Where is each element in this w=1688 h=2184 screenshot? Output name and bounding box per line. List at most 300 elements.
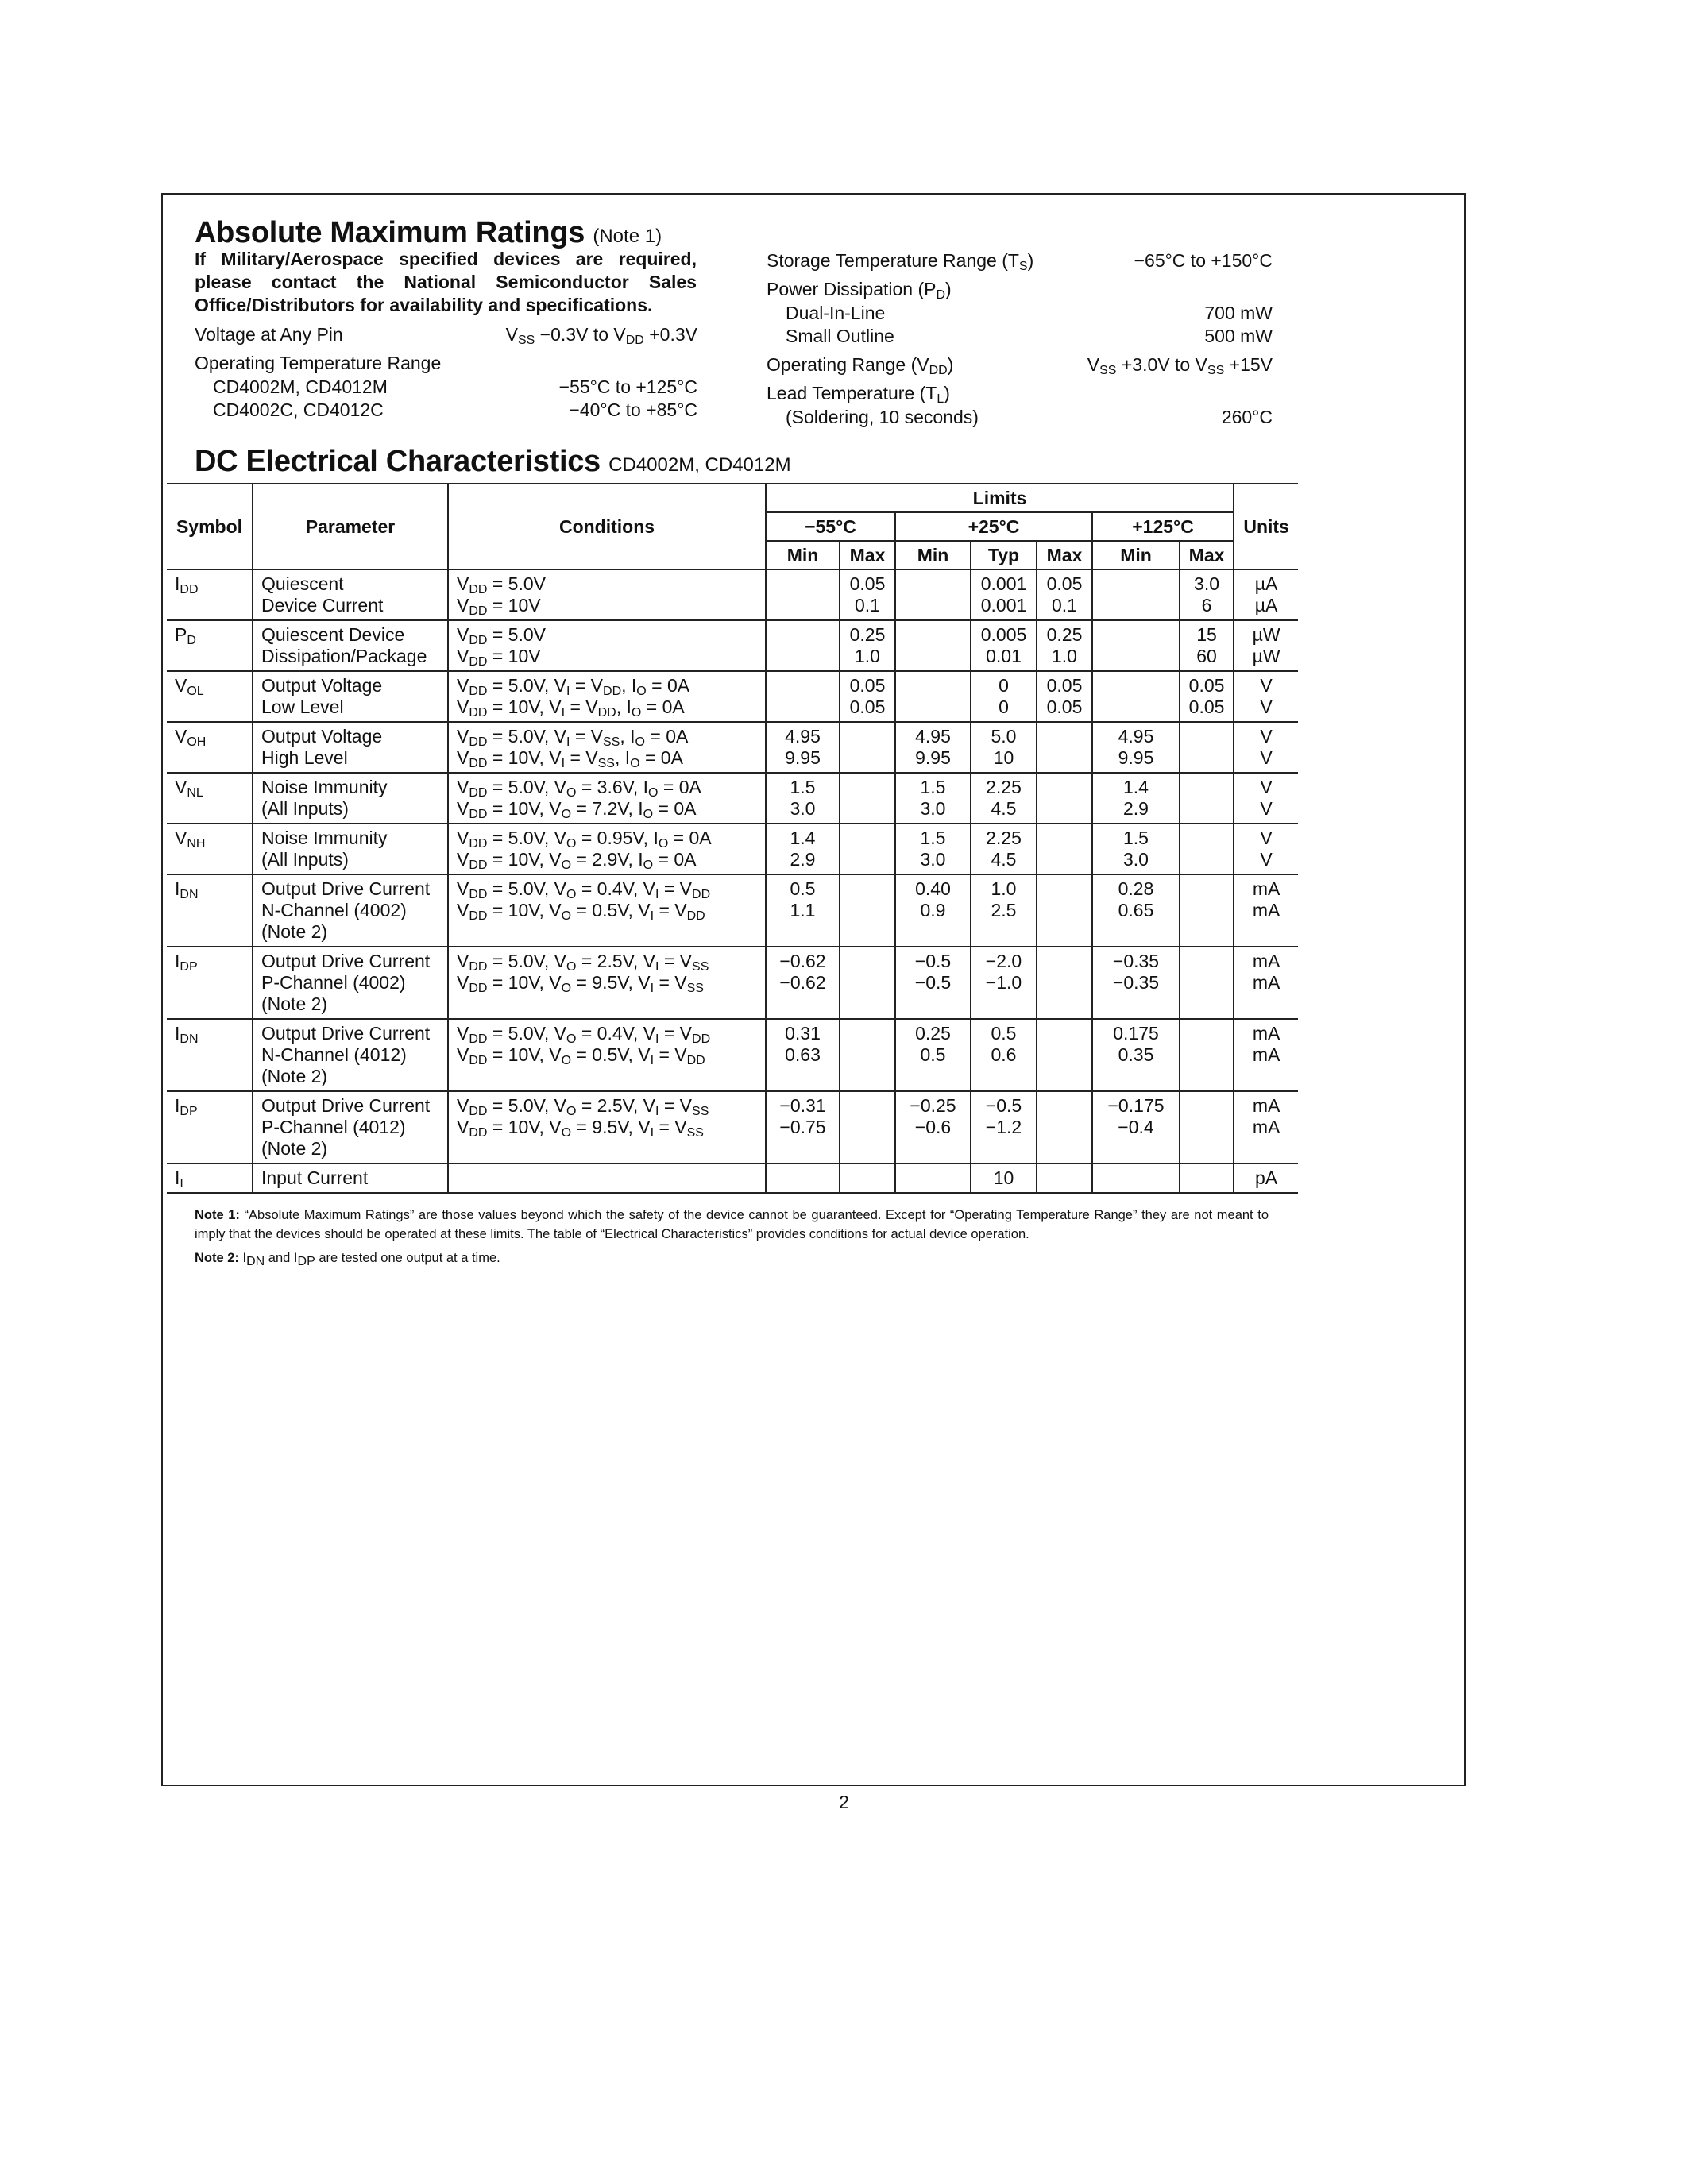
limit-value [1095,675,1177,696]
limit-value: 0.5 [920,1044,946,1065]
limit-value: −2.0 [985,951,1022,971]
limit-value: 0.40 [915,878,951,899]
limit-value: 0.05 [849,696,886,717]
parameter-line: N-Channel (4012) [261,1044,407,1065]
op-temp-label: Operating Temperature Range [195,353,442,373]
limit-cell [840,722,895,773]
limit-cell [1092,874,1180,947]
op-temp-m-value: −55°C to +125°C [558,376,697,397]
symbol-text: $I_{DD}$ [175,573,199,596]
dc-table-body [167,569,1298,1193]
header-symbol: Symbol [167,484,253,569]
limit-cell [1180,671,1234,722]
limit-value: 1.5 [790,777,816,797]
header-max: Max [1037,541,1092,569]
limit-cell [1092,620,1180,671]
limit-value: 9.95 [1118,747,1154,768]
limit-value: 0.65 [1118,900,1154,920]
units-cell [1234,1163,1298,1193]
limit-value [898,573,968,595]
limit-value [898,646,968,667]
units-cell [1234,773,1298,824]
limit-value [1182,849,1231,870]
limit-cell [971,620,1037,671]
table-row [167,1091,1298,1163]
limit-cell [1092,1163,1180,1193]
storage-value: −65°C to +150°C [1134,250,1273,271]
dc-title-text: DC Electrical Characteristics [195,445,601,478]
condition-line: $V_{DD} = 10V$, $V_I = V_{DD}$, $I_O = 0A$ [457,696,685,720]
op-range-value: $V_{SS} +3.0V$ to $V_{SS} +15V$ [1087,354,1273,377]
limit-value [1039,878,1090,900]
unit-value: mA [1252,951,1280,971]
parameter-line: Noise Immunity [261,828,388,848]
symbol-cell [167,620,253,671]
limit-value: 0.63 [785,1044,821,1065]
conditions-cell [448,620,766,671]
limit-cell [766,824,840,874]
units-cell [1234,722,1298,773]
limit-value: −0.4 [1118,1117,1154,1137]
symbol-text: $I_{DP}$ [175,951,198,974]
header-min: Min [1092,541,1180,569]
limit-value [842,828,893,849]
condition-line: $V_{DD} = 10V$, $V_O = 0.5V$, $V_I = V_{DD}$ [457,1044,705,1067]
power-label: Power Dissipation $(P_D)$ [767,279,952,302]
lead-value: 260°C [1221,407,1273,427]
military-notice: If Military/Aerospace specified devices are required, please contact the National Semiconductor Sales Office/Distributors for availability and specifications. [195,249,697,315]
conditions-cell [448,1163,766,1193]
condition-line: $V_{DD} = 5.0V$, $V_O = 0.95V$, $I_O = 0A$ [457,828,712,851]
storage-label: Storage Temperature Range $(T_S)$ [767,250,1034,273]
units-cell [1234,671,1298,722]
condition-line: $V_{DD} = 10V$ [457,595,541,618]
limit-value [1039,747,1090,769]
limit-cell [1037,824,1092,874]
limit-cell [971,1163,1037,1193]
parameter-line: Noise Immunity [261,777,388,797]
limit-value: 1.0 [991,878,1017,899]
lead-label: Lead Temperature $(T_L)$ [767,383,950,406]
limit-cell [840,671,895,722]
limit-cell [895,824,971,874]
limit-value [898,696,968,718]
condition-line: $V_{DD} = 5.0V$, $V_O = 0.4V$, $V_I = V_{DD}$ [457,878,711,901]
parameter-cell [253,1091,448,1163]
note-1-label: Note 1: [195,1208,240,1222]
limit-value [842,972,893,994]
op-temp-m-parts: CD4002M, CD4012M [213,376,388,397]
symbol-cell [167,1019,253,1091]
parameter-line: N-Channel (4002) [261,900,407,920]
symbol-text: $I_{DN}$ [175,878,199,901]
limit-value [842,1167,893,1189]
limit-value: 2.25 [986,777,1022,797]
condition-line: $V_{DD} = 5.0V$, $V_O = 2.5V$, $V_I = V_{SS}$ [457,1095,709,1118]
limit-cell [1037,1019,1092,1091]
amr-note-ref: (Note 1) [593,226,662,247]
limit-cell [766,569,840,620]
header-parameter: Parameter [253,484,448,569]
conditions-cell [448,773,766,824]
limit-value [1039,1023,1090,1044]
limit-value: 3.0 [790,798,816,819]
limit-value: −1.0 [985,972,1022,993]
limit-value: 3.0 [1123,849,1149,870]
parameter-cell [253,1019,448,1091]
limit-cell [1180,824,1234,874]
limit-cell [971,874,1037,947]
limit-value [1182,878,1231,900]
limit-cell [840,1163,895,1193]
parameter-line: Quiescent Device [261,624,405,645]
unit-value: pA [1255,1167,1278,1188]
limit-value [1095,624,1177,646]
limit-cell [895,773,971,824]
limit-value [1182,951,1231,972]
limit-cell [1092,569,1180,620]
limit-value [768,573,837,595]
limit-value: 4.5 [991,849,1017,870]
limit-value: 0.175 [1113,1023,1159,1044]
units-cell [1234,569,1298,620]
parameter-cell [253,671,448,722]
limit-cell [1037,671,1092,722]
small-label: Small Outline [786,326,894,346]
header-temp-25: +25°C [895,512,1092,541]
limit-value: 60 [1196,646,1217,666]
limit-value [1095,595,1177,616]
limit-cell [766,773,840,824]
limit-cell [971,671,1037,722]
limit-value: 15 [1196,624,1217,645]
unit-value: µW [1252,646,1280,666]
limit-value: 2.9 [1123,798,1149,819]
limit-value [1039,1117,1090,1138]
limit-value: 4.95 [1118,726,1154,747]
unit-value: V [1260,828,1273,848]
symbol-cell [167,671,253,722]
symbol-text: $V_{OH}$ [175,726,207,749]
limit-cell [1037,1163,1092,1193]
limit-value [1095,1167,1177,1189]
dc-subtitle: CD4002M, CD4012M [608,454,791,476]
parameter-line: Dissipation/Package [261,646,427,666]
parameter-line: Output Voltage [261,675,383,696]
condition-line: $V_{DD} = 10V$, $V_O = 2.9V$, $I_O = 0A$ [457,849,697,872]
parameter-line: Output Drive Current [261,1095,431,1116]
condition-line: $V_{DD} = 10V$, $V_O = 9.5V$, $V_I = V_{SS}$ [457,1117,704,1140]
limit-value: 10 [993,1167,1014,1188]
condition-line: $V_{DD} = 10V$ [457,646,541,669]
limit-value [1039,798,1090,820]
parameter-line: (Note 2) [261,1138,328,1159]
limit-value [842,951,893,972]
note-1-text: “Absolute Maximum Ratings” are those values beyond which the safety of the device cannot be guaranteed. Except for “Operating Temperature Range” they are not meant to imply that the devices should be operated at these limits. The table of “Electrical Characteristics” provides conditions for actual device operation. [195,1208,1269,1241]
symbol-cell [167,722,253,773]
header-max: Max [1180,541,1234,569]
note-2-text: $I_{DN}$ and $I_{DP}$ are tested one output at a time. [242,1251,500,1268]
dc-title [195,445,791,479]
dual-label: Dual-In-Line [786,303,886,323]
limit-value: −0.35 [1112,951,1160,971]
note-2 [195,1248,1269,1268]
limit-value [1182,1044,1231,1066]
limit-cell [1092,947,1180,1019]
table-row [167,722,1298,773]
condition-line: $V_{DD} = 10V$, $V_O = 9.5V$, $V_I = V_{SS}$ [457,972,704,995]
table-row [167,947,1298,1019]
condition-line: $V_{DD} = 10V$, $V_I = V_{SS}$, $I_O = 0A$ [457,747,683,770]
amr-title [195,216,662,250]
limit-value [898,675,968,696]
conditions-cell [448,671,766,722]
limit-value: 0.1 [855,595,880,615]
conditions-cell [448,874,766,947]
limit-cell [1180,773,1234,824]
voltage-value: $V_{SS} -0.3V$ to $V_{DD} +0.3V$ [505,324,697,347]
table-row [167,671,1298,722]
limit-value: 0.5 [991,1023,1017,1044]
limit-cell [1037,773,1092,824]
limit-value: −0.5 [914,972,952,993]
limit-value: 0.25 [1046,624,1083,645]
parameter-line: Output Voltage [261,726,383,747]
limit-cell [1037,1091,1092,1163]
limit-value [842,777,893,798]
op-temp-c-value: −40°C to +85°C [569,399,697,420]
unit-value: mA [1252,1044,1280,1065]
units-cell [1234,1019,1298,1091]
limit-cell [840,874,895,947]
op-temp-c-parts: CD4002C, CD4012C [213,399,384,420]
limit-cell [840,1091,895,1163]
limit-cell [1092,824,1180,874]
limit-value [1039,1167,1090,1189]
symbol-text: $V_{NH}$ [175,828,206,851]
limit-cell [1037,722,1092,773]
conditions-cell [448,1019,766,1091]
limit-value: 0.05 [849,675,886,696]
footnotes [195,1206,1269,1272]
limit-cell [971,569,1037,620]
table-row [167,874,1298,947]
table-row [167,1019,1298,1091]
limit-value: −0.31 [779,1095,826,1116]
parameter-line: Input Current [261,1167,369,1188]
limit-value [1182,747,1231,769]
units-cell [1234,874,1298,947]
unit-value: V [1260,675,1273,696]
limit-cell [1092,773,1180,824]
limit-value [1182,726,1231,747]
limit-value [842,747,893,769]
limit-value [1039,972,1090,994]
limit-value [1182,1023,1231,1044]
limit-value: 0.05 [1046,573,1083,594]
unit-value: µW [1252,624,1280,645]
limit-value [1039,777,1090,798]
limit-cell [1180,1163,1234,1193]
limit-cell [895,1019,971,1091]
limit-cell [1092,671,1180,722]
limit-value: 0.001 [980,573,1027,594]
limit-value [1039,828,1090,849]
limit-value: 0.005 [980,624,1027,645]
limit-cell [766,1163,840,1193]
condition-line: $V_{DD} = 10V$, $V_O = 0.5V$, $V_I = V_{DD}$ [457,900,705,923]
units-cell [1234,1091,1298,1163]
limit-cell [971,722,1037,773]
condition-line [457,1167,757,1189]
unit-value: V [1260,777,1273,797]
header-max: Max [840,541,895,569]
limit-value: 2.5 [991,900,1017,920]
limit-value: 6 [1201,595,1212,615]
conditions-cell [448,569,766,620]
parameter-line: Output Drive Current [261,1023,431,1044]
limit-value: 1.0 [855,646,880,666]
limit-value [1182,777,1231,798]
limit-value: 1.5 [920,828,946,848]
limit-cell [766,1091,840,1163]
limit-value [768,624,837,646]
limit-cell [895,620,971,671]
limit-value: 0.1 [1052,595,1077,615]
limit-cell [766,874,840,947]
limit-value [768,646,837,667]
symbol-text: $I_{DN}$ [175,1023,199,1046]
limit-value: 0.31 [785,1023,821,1044]
limit-value: 1.4 [1123,777,1149,797]
limit-value: 0 [999,675,1009,696]
limit-cell [895,1091,971,1163]
units-cell [1234,947,1298,1019]
limit-cell [766,722,840,773]
limit-cell [840,824,895,874]
limit-cell [971,773,1037,824]
limit-value: −0.25 [910,1095,956,1116]
limit-value: 1.0 [1052,646,1077,666]
parameter-line: (All Inputs) [261,849,349,870]
limit-value [842,849,893,870]
limit-cell [971,1091,1037,1163]
symbol-cell [167,569,253,620]
limit-cell [895,1163,971,1193]
limit-value [842,878,893,900]
conditions-cell [448,1091,766,1163]
parameter-line: Low Level [261,696,344,717]
limit-value [1095,696,1177,718]
limit-cell [1180,947,1234,1019]
parameter-line: (All Inputs) [261,798,349,819]
limit-value: 0.6 [991,1044,1017,1065]
limit-value [768,595,837,616]
limit-value: −0.5 [914,951,952,971]
limit-value: 3.0 [1194,573,1220,594]
parameter-cell [253,1163,448,1193]
condition-line: $V_{DD} = 5.0V$ [457,573,546,596]
parameter-line: (Note 2) [261,921,328,942]
limit-value [1039,726,1090,747]
limit-value: 1.5 [920,777,946,797]
table-row [167,773,1298,824]
parameter-line: High Level [261,747,348,768]
parameter-line: Quiescent [261,573,344,594]
parameter-cell [253,620,448,671]
limit-value [1182,1117,1231,1138]
symbol-cell [167,824,253,874]
limit-value [898,1167,968,1189]
header-conditions: Conditions [448,484,766,569]
units-cell [1234,620,1298,671]
limit-cell [766,947,840,1019]
limit-value: 0.05 [849,573,886,594]
parameter-line: Device Current [261,595,384,615]
soldering-label: (Soldering, 10 seconds) [786,407,979,427]
limit-value: 0 [999,696,1009,717]
header-temp-minus55: −55°C [766,512,895,541]
unit-value: mA [1252,878,1280,899]
limit-value: −0.35 [1112,972,1160,993]
limit-value: 4.95 [915,726,951,747]
symbol-cell [167,1091,253,1163]
conditions-cell [448,722,766,773]
unit-value: V [1260,798,1273,819]
limit-cell [1037,874,1092,947]
limit-value [842,1023,893,1044]
limit-cell [766,671,840,722]
unit-value: V [1260,696,1273,717]
limit-cell [840,947,895,1019]
parameter-cell [253,947,448,1019]
header-temp-125: +125°C [1092,512,1234,541]
unit-value: V [1260,747,1273,768]
limit-value: 2.9 [790,849,816,870]
limit-value [768,696,837,718]
limit-value: 0.9 [920,900,946,920]
limit-value [768,675,837,696]
limit-value: 1.5 [1123,828,1149,848]
limit-value: 0.01 [986,646,1022,666]
limit-value: 0.28 [1118,878,1154,899]
header-min: Min [766,541,840,569]
parameter-cell [253,824,448,874]
symbol-text: $V_{NL}$ [175,777,203,800]
amr-title-text: Absolute Maximum Ratings [195,216,585,249]
parameter-line: P-Channel (4012) [261,1117,406,1137]
limit-value [842,1044,893,1066]
limit-value: 0.35 [1118,1044,1154,1065]
symbol-text: $I_{DP}$ [175,1095,198,1118]
parameter-line: (Note 2) [261,994,328,1014]
limit-cell [1180,874,1234,947]
parameter-cell [253,722,448,773]
limit-value: −1.2 [985,1117,1022,1137]
unit-value: µA [1254,595,1278,615]
table-row [167,569,1298,620]
unit-value: mA [1252,1117,1280,1137]
condition-line: $V_{DD} = 5.0V$, $V_I = V_{DD}$, $I_O = 0A$ [457,675,690,698]
header-min: Min [895,541,971,569]
small-value: 500 mW [1204,326,1273,346]
symbol-cell [167,773,253,824]
limit-value: 0.25 [915,1023,951,1044]
op-range-label: Operating Range $(V_{DD})$ [767,354,954,377]
limit-cell [1037,620,1092,671]
limit-value [1039,849,1090,870]
unit-value: mA [1252,1095,1280,1116]
